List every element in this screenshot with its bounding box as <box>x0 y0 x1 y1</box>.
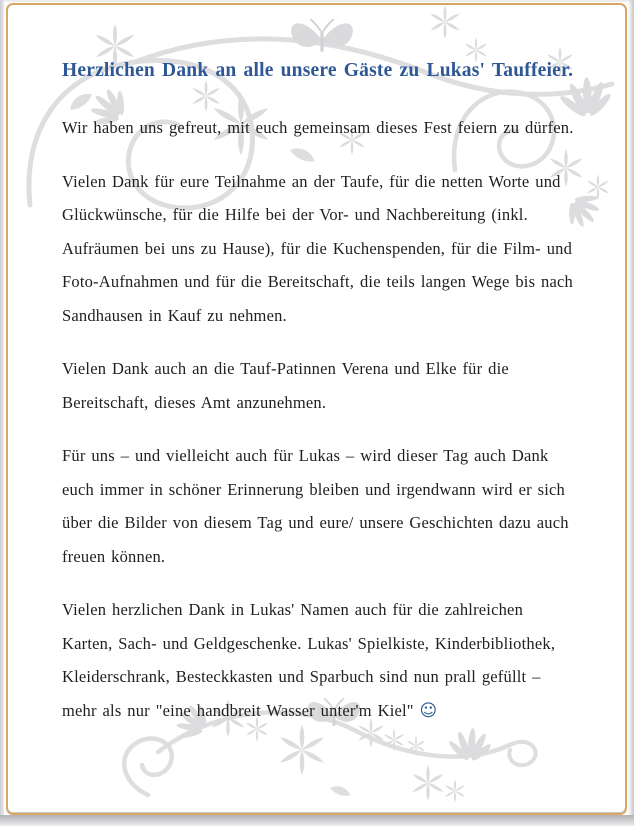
paragraph-2: Vielen Dank für eure Teilnahme an der Taufe, für die netten Worte und Glückwünsche, für die Hilfe bei der Vor- und Nachbereitung (inkl. Aufräumen bei uns zu Hause), für die Kuchenspenden, für die Film- und Foto-Aufnahmen und für die Bereitschaft, die teils langen Wege bis nach Sandhausen in Kauf zu nehmen. <box>62 171 573 325</box>
paragraph-5 <box>62 593 579 728</box>
paragraph-4: Für uns – und vielleicht auch für Lukas – wird dieser Tag auch Dank euch immer in schöner Erinnerung bleiben und irgendwann wird er sich über die Bilder von diesem Tag und eure/ unsere Geschichten dazu auch freuen können. <box>62 446 569 566</box>
smiley-icon: ☺ <box>419 700 438 721</box>
page-edge-top <box>0 0 634 2</box>
page-edge-bottom <box>0 815 634 826</box>
paragraph-5-text: Vielen herzlichen Dank in Lukas' Namen auch für die zahlreichen Karten, Sach- und Geldgeschenke. Lukas' Spielkiste, Kinderbibliothek, Kleiderschrank, Besteckkasten und Sparbuch sind nun prall gefüllt – mehr als nur "eine handbreit Wasser unter'm Kiel" <box>62 600 556 720</box>
page-edge-right <box>628 0 634 826</box>
paragraph-1: Wir haben uns gefreut, mit euch gemeinsam dieses Fest feiern zu dürfen. <box>62 118 574 137</box>
thank-you-letter <box>62 56 579 748</box>
page-edge-left <box>0 0 4 826</box>
page-title: Herzlichen Dank an alle unsere Gäste zu Lukas' Tauffeier. <box>62 60 574 81</box>
paragraph-3: Vielen Dank auch an die Tauf-Patinnen Verena und Elke für die Bereitschaft, dieses Amt anzunehmen. <box>62 359 509 412</box>
